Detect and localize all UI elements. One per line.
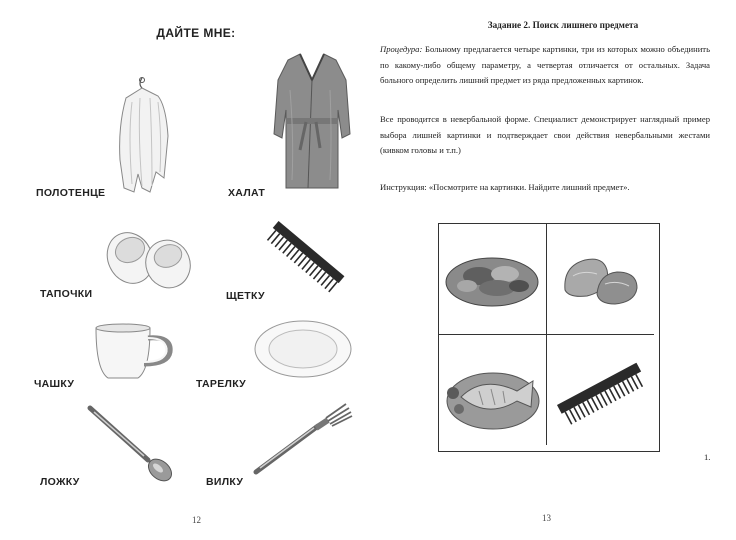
item-number: 1. (704, 452, 711, 462)
robe-picture (272, 50, 352, 192)
nonverbal-paragraph: Все проводится в невербальной форме. Специалист демонстрирует наглядный пример выбора лишней картинки и подтверждает свои действия невербальными жестами (кивком головы и т.п.) (380, 114, 710, 155)
right-page (368, 0, 736, 540)
comb-picture (262, 215, 352, 293)
picture-grid (438, 223, 660, 452)
task-title: Задание 2. Поиск лишнего предмета (487, 20, 639, 30)
plate-picture (252, 318, 354, 380)
fork-picture (250, 402, 356, 478)
salad-picture-cell (439, 224, 547, 335)
fish-dish-picture (439, 335, 546, 445)
procedure-paragraph (380, 42, 710, 89)
procedure-label: Процедура: (380, 44, 423, 54)
label-plate: ТАРЕЛКУ (196, 378, 247, 390)
label-towel: ПОЛОТЕНЦЕ (36, 187, 106, 199)
label-brush: ЩЕТКУ (226, 290, 265, 302)
label-spoon: ЛОЖКУ (40, 476, 80, 488)
comb-picture-cell (547, 335, 654, 445)
label-slippers: ТАПОЧКИ (40, 288, 93, 300)
spoon-picture (84, 402, 180, 484)
slippers-picture (104, 222, 196, 290)
label-cup: ЧАШКУ (34, 378, 75, 390)
towel-picture (112, 76, 174, 194)
label-robe: ХАЛАТ (228, 187, 266, 199)
page-heading: ДАЙТЕ МНЕ: (156, 26, 236, 40)
cup-picture (90, 322, 178, 386)
page-number: 12 (192, 515, 201, 525)
procedure-text: Больному предлагается четыре картинки, три из которых можно объединить по какому-либо общему параметру, а четвертая отличается от остальных. Задача больного определить лишний предмет из ряда предложенных картинок. (380, 44, 710, 85)
instruction-text: Инструкция: «Посмотрите на картинки. Найдите лишний предмет». (380, 182, 630, 192)
pastry-picture (547, 224, 654, 334)
pastry-picture-cell (547, 224, 654, 335)
label-fork: ВИЛКУ (206, 476, 244, 488)
fish-dish-picture-cell (439, 335, 547, 445)
comb-small-picture (547, 335, 654, 445)
salad-picture (439, 224, 546, 334)
page-number-right: 13 (542, 513, 551, 523)
